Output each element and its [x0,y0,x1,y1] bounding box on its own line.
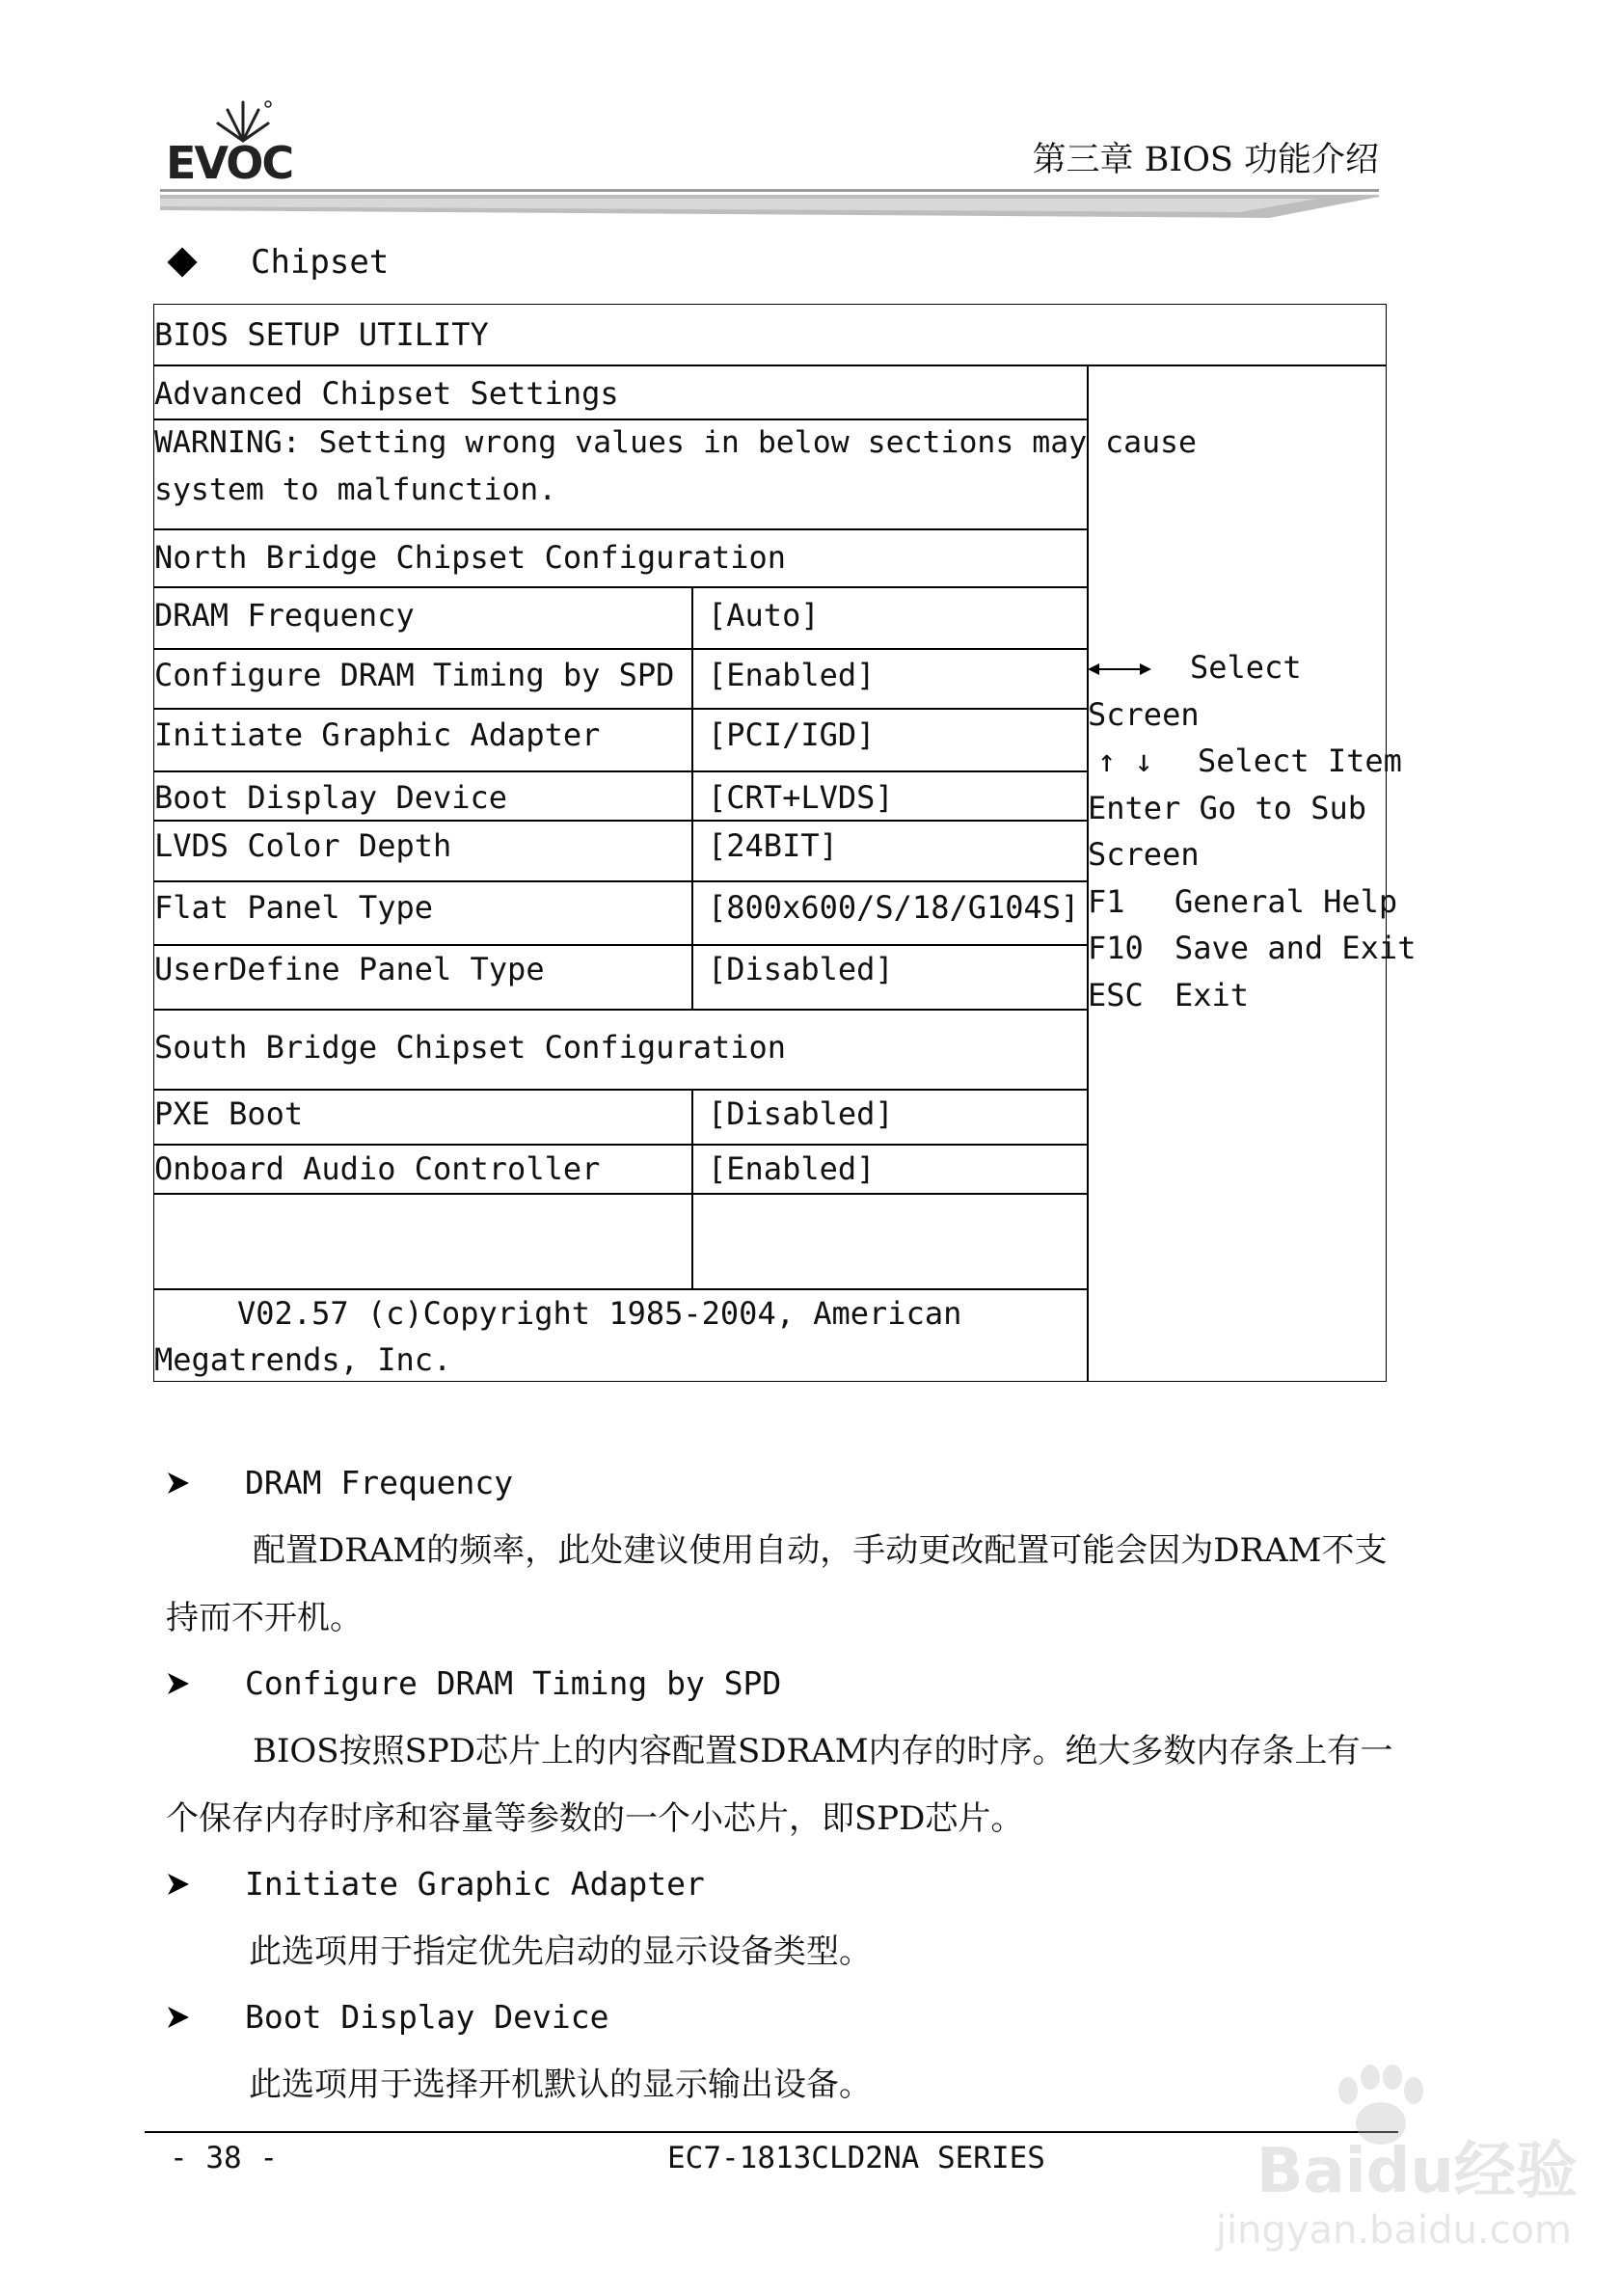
setting-value-dram-frequency[interactable]: [Auto] [708,597,820,634]
setting-label-lvds-depth[interactable]: LVDS Color Depth [154,827,452,864]
divider [154,708,1088,710]
watermark-sub: jingyan.baidu.com [1215,2208,1572,2253]
bios-title: BIOS SETUP UTILITY [154,316,489,353]
setting-label-graphic-adapter[interactable]: Initiate Graphic Adapter [154,716,601,753]
bios-subtitle: Advanced Chipset Settings [154,375,619,412]
setting-label-onboard-audio[interactable]: Onboard Audio Controller [154,1150,601,1187]
help-f10-key: F10 [1088,930,1144,966]
baidu-watermark [1211,2064,1578,2256]
divider [154,586,1088,588]
item-heading-boot-display [166,1998,609,2036]
help-esc-desc: Exit [1174,976,1250,1013]
help-select-screen [1088,644,1416,691]
setting-value-lvds-depth[interactable]: [24BIT] [708,827,838,864]
page-number: - 38 - [170,2141,278,2175]
up-down-arrow-icon: ↑ ↓ [1097,743,1153,779]
setting-value-flat-panel[interactable]: [800x600/S/18/G104S] [708,889,1080,926]
setting-label-pxe-boot[interactable]: PXE Boot [154,1095,304,1132]
item-heading-dram-frequency [166,1464,513,1501]
divider [154,528,1088,530]
setting-label-flat-panel[interactable]: Flat Panel Type [154,889,433,926]
logo-text: EVOC [166,137,293,189]
series-name: EC7-1813CLD2NA SERIES [667,2141,1045,2175]
warning-line-1: WARNING: Setting wrong values in below sections may cause [154,425,1197,460]
setting-value-userdefine-panel[interactable]: [Disabled] [708,951,894,987]
setting-value-boot-display[interactable]: [CRT+LVDS] [708,779,894,816]
left-right-arrow-icon [1088,660,1151,679]
divider [154,1009,1088,1011]
item-desc-line: 配置DRAM的频率，此处建议使用自动，手动更改配置可能会因为DRAM不支 [253,1531,1388,1570]
help-select-item-text: Select Item [1198,743,1402,779]
item-desc-line: 持而不开机。 [166,1599,363,1637]
help-f10 [1088,925,1416,972]
help-esc-key: ESC [1088,976,1144,1013]
setting-value-onboard-audio[interactable]: [Enabled] [708,1150,876,1187]
setting-label-userdefine-panel[interactable]: UserDefine Panel Type [154,951,545,987]
section-title-text: Chipset [251,243,390,282]
help-select-screen-text: Select [1190,649,1302,686]
item-title: Initiate Graphic Adapter [245,1865,705,1903]
chapter-title: 第三章 BIOS 功能介绍 [1032,141,1379,179]
divider [154,880,1088,882]
item-desc-line: 此选项用于指定优先启动的显示设备类型。 [249,1932,872,1971]
divider [154,365,1386,366]
copyright-line-1: V02.57 (c)Copyright 1985-2004, American [237,1295,962,1332]
divider [154,770,1088,772]
north-bridge-heading: North Bridge Chipset Configuration [154,539,787,576]
arrow-bullet-icon [166,1471,191,1496]
evoc-logo [166,98,293,189]
item-desc-line: 个保存内存时序和容量等参数的一个小芯片，即SPD芯片。 [166,1799,1024,1838]
arrow-bullet-icon [166,1671,191,1696]
help-select-screen-2: Screen [1088,695,1200,733]
help-esc [1088,972,1416,1019]
diamond-bullet-icon [167,247,197,277]
item-heading-graphic-adapter [166,1865,705,1903]
arrow-bullet-icon [166,2005,191,2030]
item-title: Configure DRAM Timing by SPD [245,1664,782,1702]
help-enter-2: Screen [1088,836,1200,873]
value-column-divider [691,586,693,1009]
bios-help-panel [1088,644,1416,1018]
help-f1-key: F1 [1088,882,1125,920]
setting-value-dram-timing[interactable]: [Enabled] [708,657,876,693]
help-f1 [1088,878,1416,926]
item-desc-line: 此选项用于选择开机默认的显示输出设备。 [249,2066,872,2104]
item-heading-dram-timing [166,1664,781,1702]
south-bridge-heading: South Bridge Chipset Configuration [154,1029,787,1066]
section-title [166,243,389,282]
watermark-main: Baidu经验 [1256,2136,1578,2207]
footer-rule [145,2131,1398,2133]
setting-label-boot-display[interactable]: Boot Display Device [154,779,508,816]
help-select-item [1088,738,1416,785]
setting-label-dram-frequency[interactable]: DRAM Frequency [154,597,415,634]
setting-label-dram-timing[interactable]: Configure DRAM Timing by SPD [154,657,675,693]
help-enter-1: Enter Go to Sub [1088,789,1366,826]
item-title: Boot Display Device [245,1998,609,2036]
value-column-divider [691,1089,693,1288]
item-title: DRAM Frequency [245,1464,514,1501]
warning-line-2: system to malfunction. [154,473,557,507]
divider [154,648,1088,650]
arrow-bullet-icon [166,1872,191,1897]
copyright-line-2: Megatrends, Inc. [154,1341,452,1378]
setting-value-pxe-boot[interactable]: [Disabled] [708,1095,894,1132]
item-desc-line: BIOS按照SPD芯片上的内容配置SDRAM内存的时序。绝大多数内存条上有一 [253,1732,1393,1770]
help-f1-desc: General Help [1174,882,1398,920]
setting-value-graphic-adapter[interactable]: [PCI/IGD] [708,716,876,753]
help-f10-desc: Save and Exit [1174,930,1417,966]
header-rule [160,189,1379,222]
divider [154,1193,1088,1195]
